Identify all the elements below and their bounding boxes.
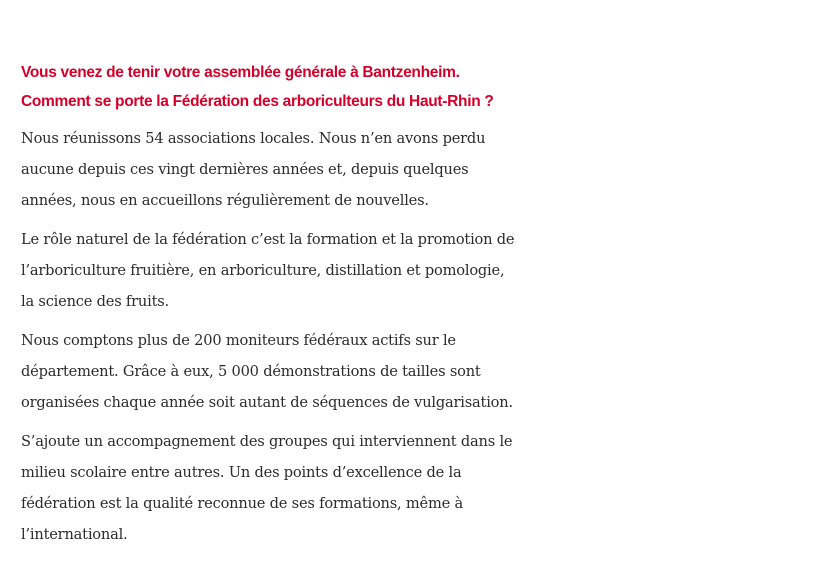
question-line: Vous venez de tenir votre assemblée générale à Bantzenheim. (21, 64, 460, 81)
article-body (21, 58, 581, 558)
paragraph-line: fédération est la qualité reconnue de ses formations, même à (21, 495, 463, 512)
answer-paragraph-1 (21, 123, 581, 216)
paragraph-line: l’international. (21, 526, 128, 543)
paragraph-line: Nous réunissons 54 associations locales. Nous n’en avons perdu (21, 130, 486, 147)
paragraph-line: département. Grâce à eux, 5 000 démonstrations de tailles sont (21, 363, 481, 380)
answer-paragraph-3 (21, 325, 581, 418)
question-line: Comment se porte la Fédération des arboriculteurs du Haut-Rhin ? (21, 93, 494, 110)
paragraph-line: années, nous en accueillons régulièrement de nouvelles. (21, 192, 429, 209)
interview-question (21, 58, 581, 116)
paragraph-line: l’arboriculture fruitière, en arboriculture, distillation et pomologie, (21, 262, 505, 279)
paragraph-line: Le rôle naturel de la fédération c’est la formation et la promotion de (21, 231, 515, 248)
paragraph-line: S’ajoute un accompagnement des groupes qui interviennent dans le (21, 433, 513, 450)
paragraph-line: milieu scolaire entre autres. Un des points d’excellence de la (21, 464, 462, 481)
paragraph-line: la science des fruits. (21, 293, 169, 310)
paragraph-line: organisées chaque année soit autant de séquences de vulgarisation. (21, 394, 513, 411)
answer-paragraph-4 (21, 426, 581, 550)
paragraph-line: Nous comptons plus de 200 moniteurs fédéraux actifs sur le (21, 332, 456, 349)
answer-paragraph-2 (21, 224, 581, 317)
paragraph-line: aucune depuis ces vingt dernières années et, depuis quelques (21, 161, 469, 178)
